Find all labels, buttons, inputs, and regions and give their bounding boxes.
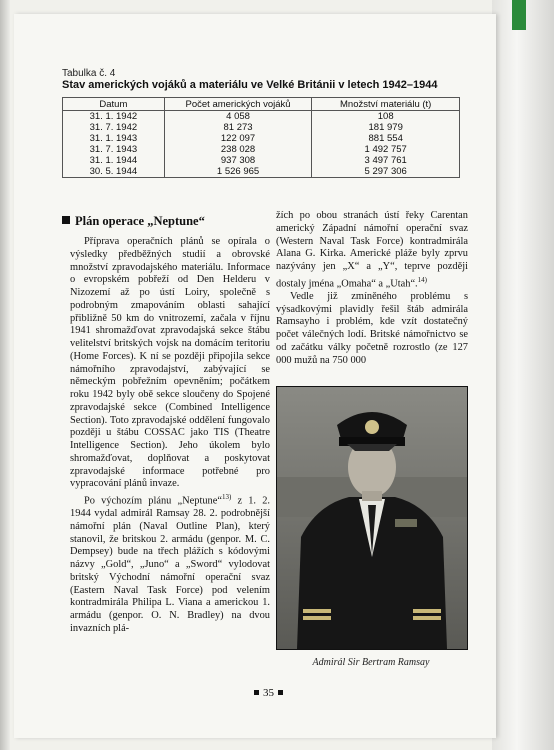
footnote-ref: 14) xyxy=(417,275,427,284)
troops-materiel-table xyxy=(62,97,460,178)
paragraph-text: z 1. 2. 1944 vydal admirál Ramsay 28. 2. podrobnější námořní plán (Naval Outline Plan), který stanovil, že britskou 2. armádu (genpor. M. C. Dempsey) bude na třech plážích s kódovými názvy „Gold“, „Juno“ a „Sword“ vylodovat britský Východní námořní operační svaz (Eastern Naval Task Force) pod velením kontradmirála Philipa L. Viana a americkou 1. armádu (genpor. O. N. Bradley) na dvou invazních plá- xyxy=(70,495,270,634)
cell-soldiers: 81 273 xyxy=(164,122,312,133)
table-row xyxy=(63,144,460,155)
section-heading xyxy=(62,214,205,229)
table-title: Stav amerických vojáků a materiálu ve Velké Británii v letech 1942–1944 xyxy=(62,79,438,91)
cell-date: 31. 1. 1944 xyxy=(63,155,165,166)
paragraph: Vedle již zmíněného problému s výsadkovými plavidly řešil štáb admirála Ramsayho i problém, kde vzít dostatečný počet válečných lodí. Britské námořnictvo se od začátku války početně rozrostlo (ze 127 000 mužů na 750 000 xyxy=(276,290,468,366)
footnote-ref: 13) xyxy=(221,493,232,501)
table-label: Tabulka č. 4 xyxy=(62,68,116,79)
cell-materiel: 881 554 xyxy=(312,133,460,144)
text-column-right xyxy=(276,210,468,367)
cell-materiel: 1 492 757 xyxy=(312,144,460,155)
table-row xyxy=(63,111,460,123)
paragraph xyxy=(70,491,270,636)
cell-date: 31. 1. 1943 xyxy=(63,133,165,144)
paragraph xyxy=(276,210,468,291)
portrait-image xyxy=(277,387,467,649)
table-header-row xyxy=(63,98,460,111)
column-header: Množství materiálu (t) xyxy=(312,98,460,111)
photo-caption: Admirál Sir Bertram Ramsay xyxy=(312,657,430,668)
cell-soldiers: 238 028 xyxy=(164,144,312,155)
book-page-edges xyxy=(492,0,554,750)
paragraph: Příprava operačních plánů se opírala o výsledky předběžných studií a obrovské množství zpravodajského materiálu. Informace o evropském pobřeží od Den Helderu v Nizozemí až po ústí Loiry, společně s podrobným zmapováním oblasti sahající přibližně 50 km do vnitrozemí, začala v říjnu 1941 shromažďovat zpravodajská sekce štábu velitelství britských vojsk na domácím teritoriu (Home Forces). K ní se později připojila sekce námořního zpravodajství, zabývající se německým pobřežním opevněním; počátkem roku 1942 byly obě sekce sloučeny do Spojené zpravodajské sekce (Combined Intelligence Section). Toto zpravodajské oddělení fungovalo později u štábu COSSAC jako TIS (Theatre Intelligence Section). Jeho úkolem bylo shromažďovat, doplňovat a poskytovat zpravodajské informace potřebné pro vypracování plánů invaze. xyxy=(70,236,270,490)
cell-date: 31. 7. 1942 xyxy=(63,122,165,133)
cell-date: 30. 5. 1944 xyxy=(63,166,165,178)
section-heading-text: Plán operace „Neptune“ xyxy=(75,214,205,228)
paragraph-text: žích po obou stranách ústí řeky Carentan americký Západní námořní operační svaz (Western Naval Task Force) kontradmirála Alana G. Kirka. Americké pláže byly zprvu nazývány jen „X“ a „Y“, teprve později dostaly jména „Omaha“ a „Utah“. xyxy=(276,210,468,290)
admiral-portrait-photo xyxy=(276,386,468,650)
cell-soldiers: 1 526 965 xyxy=(164,166,312,178)
square-bullet-icon xyxy=(254,690,259,695)
cell-materiel: 3 497 761 xyxy=(312,155,460,166)
square-bullet-icon xyxy=(62,216,70,224)
paragraph-text: Po výchozím plánu „Neptune“ xyxy=(84,495,222,507)
cell-date: 31. 7. 1943 xyxy=(63,144,165,155)
table-row xyxy=(63,166,460,178)
cell-soldiers: 937 308 xyxy=(164,155,312,166)
table-row xyxy=(63,155,460,166)
page-number-text: 35 xyxy=(263,687,274,699)
cell-materiel: 5 297 306 xyxy=(312,166,460,178)
cell-soldiers: 122 097 xyxy=(164,133,312,144)
table-row xyxy=(63,133,460,144)
bookmark-tab xyxy=(512,0,526,30)
text-column-left xyxy=(70,236,270,636)
cell-materiel: 108 xyxy=(312,111,460,123)
column-header: Datum xyxy=(63,98,165,111)
cell-date: 31. 1. 1942 xyxy=(63,111,165,123)
cell-soldiers: 4 058 xyxy=(164,111,312,123)
book-spine-edge xyxy=(0,0,10,750)
page-number xyxy=(250,687,287,699)
square-bullet-icon xyxy=(278,690,283,695)
cell-materiel: 181 979 xyxy=(312,122,460,133)
table-row xyxy=(63,122,460,133)
column-header: Počet amerických vojáků xyxy=(164,98,312,111)
